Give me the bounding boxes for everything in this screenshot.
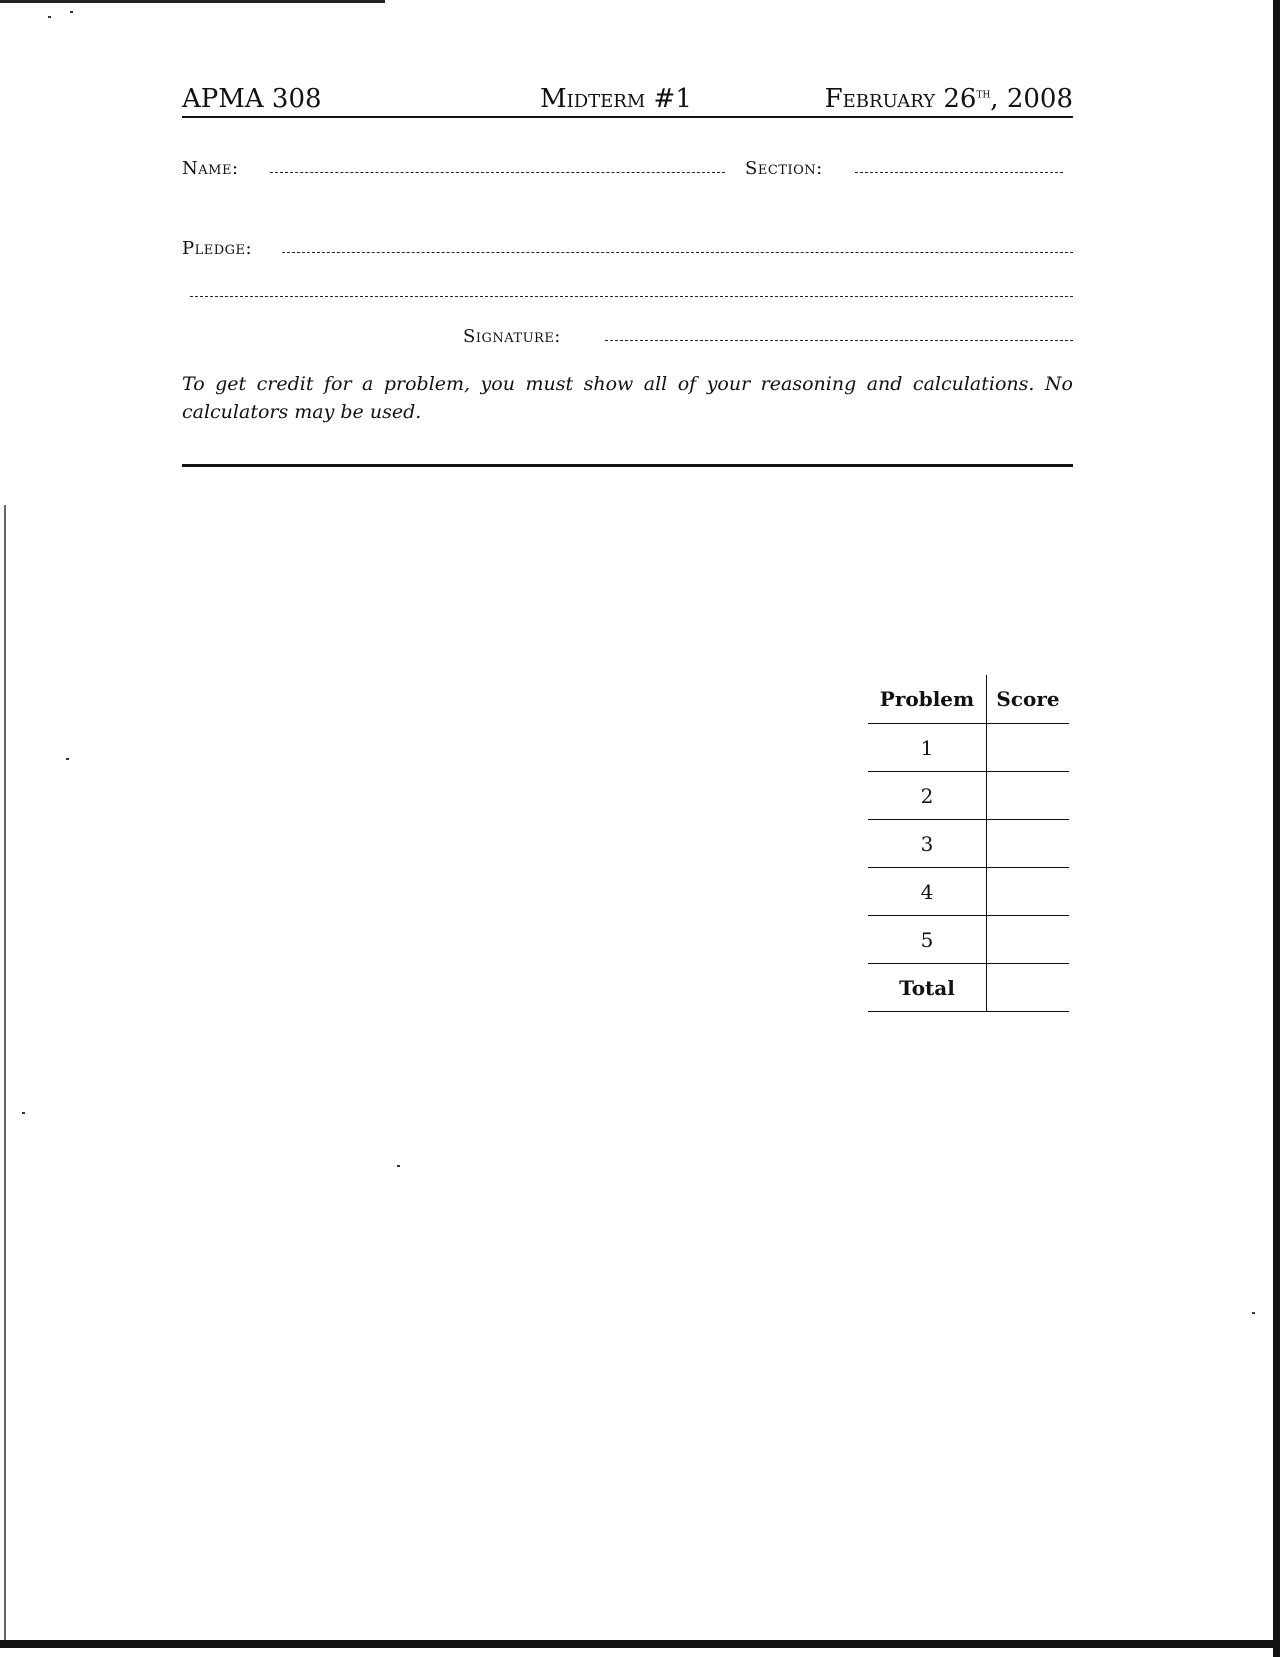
header-divider xyxy=(182,464,1073,467)
exam-date-ordinal: th xyxy=(976,86,991,102)
scan-speck xyxy=(66,758,69,760)
pledge-field-line-2[interactable] xyxy=(190,296,1073,297)
score-cell[interactable] xyxy=(987,916,1070,964)
section-field[interactable] xyxy=(855,172,1063,173)
scan-speck xyxy=(397,1165,400,1167)
table-row xyxy=(868,820,1069,868)
instructions-text: To get credit for a problem, you must show all of your reasoning and calculations. No calculators may be used. xyxy=(182,373,1073,423)
name-label: Name: xyxy=(182,158,239,179)
score-cell[interactable] xyxy=(987,772,1070,820)
name-field[interactable] xyxy=(270,172,725,173)
scan-speck xyxy=(1252,1312,1255,1314)
score-cell[interactable] xyxy=(987,868,1070,916)
exam-header xyxy=(182,84,1073,118)
total-label: Total xyxy=(868,964,987,1012)
total-row xyxy=(868,964,1069,1012)
scan-edge-right xyxy=(1273,0,1280,1657)
problem-column-header: Problem xyxy=(879,687,975,711)
section-label: Section: xyxy=(745,158,823,179)
score-cell[interactable] xyxy=(987,724,1070,772)
pledge-label: Pledge: xyxy=(182,238,253,259)
score-column-header: Score xyxy=(987,675,1070,724)
scan-edge-left xyxy=(4,505,6,1640)
total-score-cell[interactable] xyxy=(987,964,1070,1012)
scan-speck xyxy=(48,16,51,18)
table-row xyxy=(868,916,1069,964)
problem-number: 1 xyxy=(868,724,987,772)
exam-date-month-day: February 26 xyxy=(824,84,977,114)
problem-number: 5 xyxy=(868,916,987,964)
signature-label: Signature: xyxy=(463,326,561,347)
course-title: APMA 308 xyxy=(182,84,322,114)
pledge-field-line-1[interactable] xyxy=(282,252,1073,253)
signature-field[interactable] xyxy=(605,340,1073,341)
table-row xyxy=(868,724,1069,772)
scan-speck xyxy=(22,1112,25,1114)
exam-title: Midterm #1 xyxy=(540,84,692,114)
scan-speck xyxy=(70,11,73,13)
score-table xyxy=(868,675,1069,1012)
scan-edge-top xyxy=(0,0,385,3)
score-cell[interactable] xyxy=(987,820,1070,868)
score-table-header-row xyxy=(868,675,1069,724)
exam-date xyxy=(825,84,1073,114)
problem-number: 2 xyxy=(868,772,987,820)
problem-number: 4 xyxy=(868,868,987,916)
exam-date-year: , 2008 xyxy=(990,84,1073,114)
scan-edge-bottom xyxy=(0,1640,1280,1648)
problem-number: 3 xyxy=(868,820,987,868)
table-row xyxy=(868,868,1069,916)
table-row xyxy=(868,772,1069,820)
